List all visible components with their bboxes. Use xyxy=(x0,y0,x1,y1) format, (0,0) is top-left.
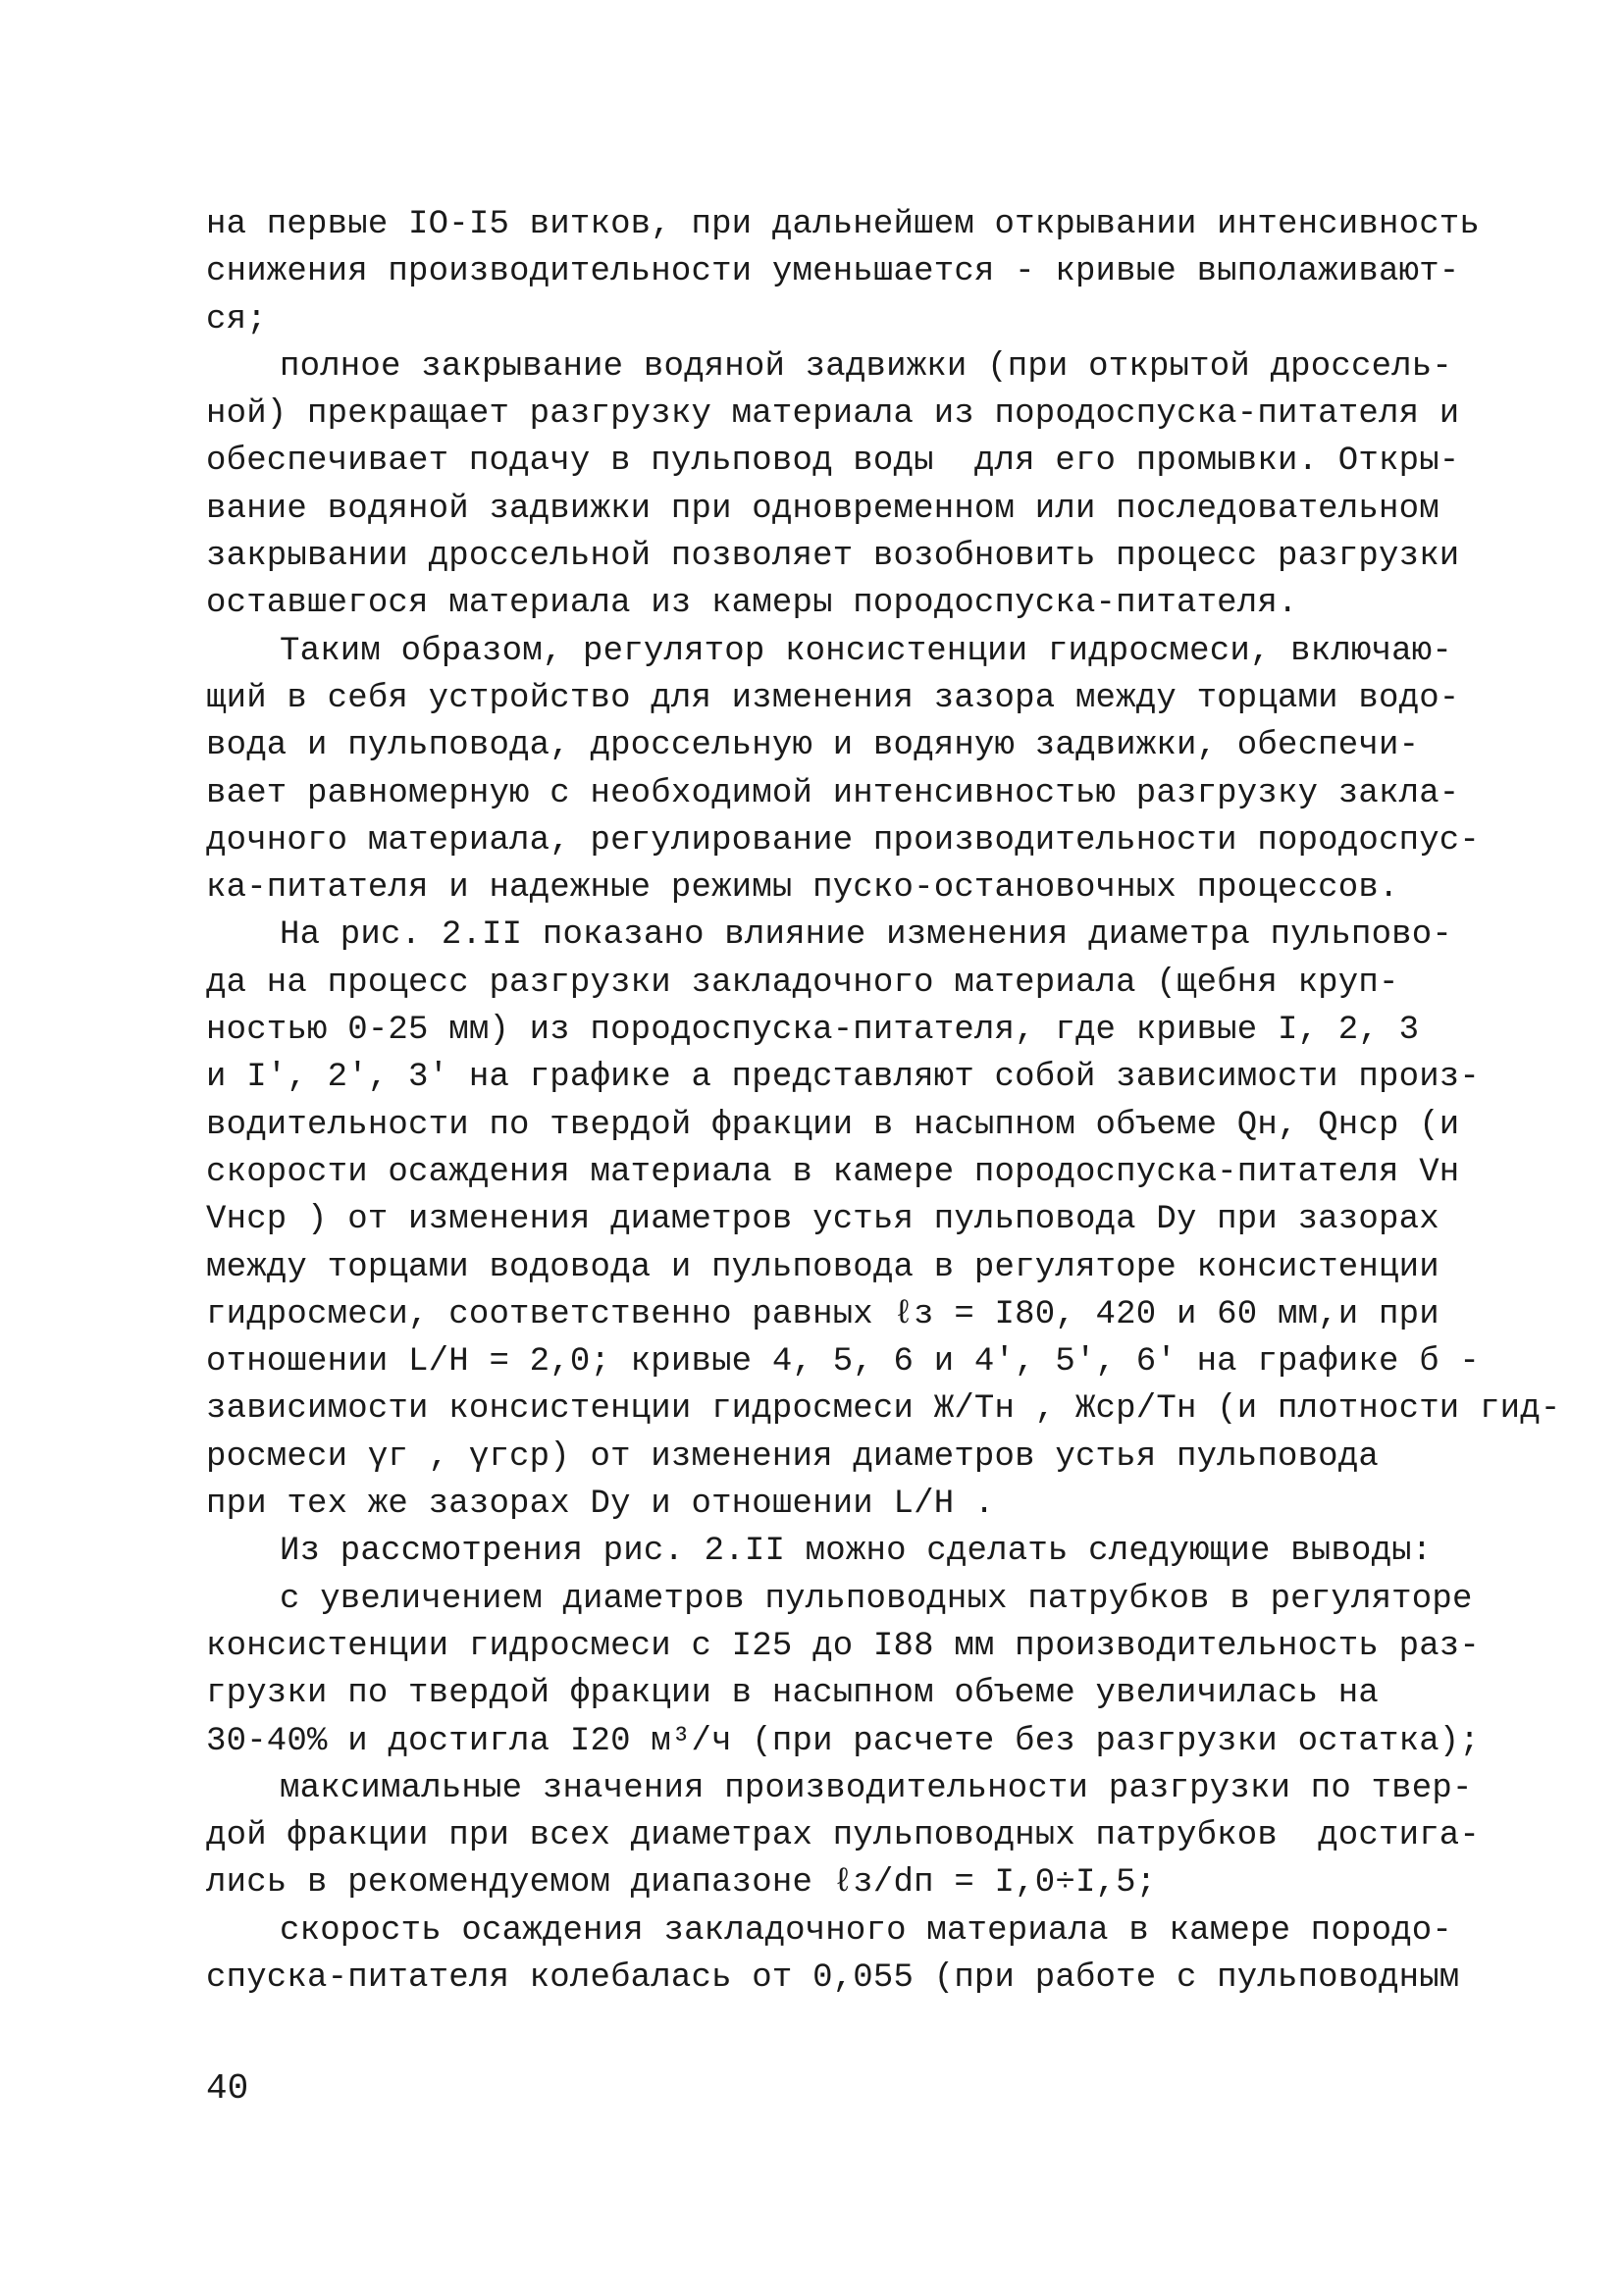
text-line: на первые IO-I5 витков, при дальнейшем открывании интенсивность xyxy=(206,206,1481,243)
text-line: водительности по твердой фракции в насыпном объеме Qн, Qнср (и xyxy=(206,1106,1460,1144)
text-line: оставшегося материала из камеры породоспуска-питателя. xyxy=(206,585,1298,623)
text-line: щий в себя устройство для изменения зазора между торцами водо- xyxy=(206,679,1460,717)
text-line: ся; xyxy=(206,300,267,339)
text-line: отношении L/H = 2,0; кривые 4, 5, 6 и 4', 5', 6' на графике б - xyxy=(206,1343,1481,1382)
text-line: Из рассмотрения рис. 2.II можно сделать следующие выводы: xyxy=(280,1533,1433,1571)
text-line: дочного материала, регулирование производительности породоспус- xyxy=(206,821,1481,860)
text-line: На рис. 2.II показано влияние изменения диаметра пульпово- xyxy=(280,916,1452,955)
text-line: Таким образом, регулятор консистенции гидросмеси, включаю- xyxy=(280,632,1452,670)
text-line: скорости осаждения материала в камере породоспуска-питателя Vн xyxy=(206,1153,1460,1191)
text-line: обеспечивает подачу в пульповод воды для его промывки. Откры- xyxy=(206,443,1460,481)
text-line: вание водяной задвижки при одновременном или последовательном xyxy=(206,490,1439,528)
text-line: снижения производительности уменьшается - кривые выполаживают- xyxy=(206,253,1460,291)
text-line: ка-питателя и надежные режимы пуско-остановочных процессов. xyxy=(206,869,1399,908)
text-line: и I', 2', 3' на графике а представляют собой зависимости произ- xyxy=(206,1059,1481,1097)
page-number: 40 xyxy=(206,2068,249,2109)
text-line: спуска-питателя колебалась от 0,055 (при работе с пульповодным xyxy=(206,1958,1460,1997)
text-line: ностью 0-25 мм) из породоспуска-питателя, где кривые I, 2, 3 xyxy=(206,1012,1420,1050)
text-line: вода и пульповода, дроссельную и водяную задвижки, обеспечи- xyxy=(206,727,1420,765)
text-line: дой фракции при всех диаметрах пульповодных патрубков достига- xyxy=(206,1817,1481,1855)
text-line: 30-40% и достигла I20 м³/ч (при расчете без разгрузки остатка); xyxy=(206,1722,1481,1760)
text-line: скорость осаждения закладочного материала в камере породо- xyxy=(280,1911,1452,1950)
text-line: Vнср ) от изменения диаметров устья пульповода Dу при зазорах xyxy=(206,1201,1439,1239)
text-line: закрывании дроссельной позволяет возобновить процесс разгрузки xyxy=(206,538,1460,576)
text-line: с увеличением диаметров пульповодных патрубков в регуляторе xyxy=(280,1580,1473,1618)
text-line: да на процесс разгрузки закладочного материала (щебня круп- xyxy=(206,964,1399,1002)
text-line: между торцами водовода и пульповода в регуляторе консистенции xyxy=(206,1248,1439,1286)
text-line: грузки по твердой фракции в насыпном объеме увеличилась на xyxy=(206,1675,1379,1713)
document-body xyxy=(206,201,1561,2002)
text-line: полное закрывание водяной задвижки (при открытой дроссель- xyxy=(280,347,1452,386)
text-line: лись в рекомендуемом диапазоне ℓз/dп = I,0÷I,5; xyxy=(206,1864,1157,1903)
text-line: гидросмеси, соответственно равных ℓз = I80, 420 и 60 мм,и при xyxy=(206,1295,1439,1333)
text-line: консистенции гидросмеси с I25 до I88 мм производительность раз- xyxy=(206,1627,1481,1665)
text-line: максимальные значения производительности разгрузки по твер- xyxy=(280,1769,1473,1807)
text-line: зависимости консистенции гидросмеси Ж/Tн , Жср/Tн (и плотности гид- xyxy=(206,1390,1561,1429)
text-line: при тех же зазорах Dу и отношении L/H . xyxy=(206,1486,995,1524)
text-line: вает равномерную с необходимой интенсивностью разгрузку закла- xyxy=(206,774,1460,812)
text-line: ной) прекращает разгрузку материала из породоспуска-питателя и xyxy=(206,395,1460,434)
text-line: росмеси γг , γгср) от изменения диаметров устья пульповода xyxy=(206,1437,1379,1476)
